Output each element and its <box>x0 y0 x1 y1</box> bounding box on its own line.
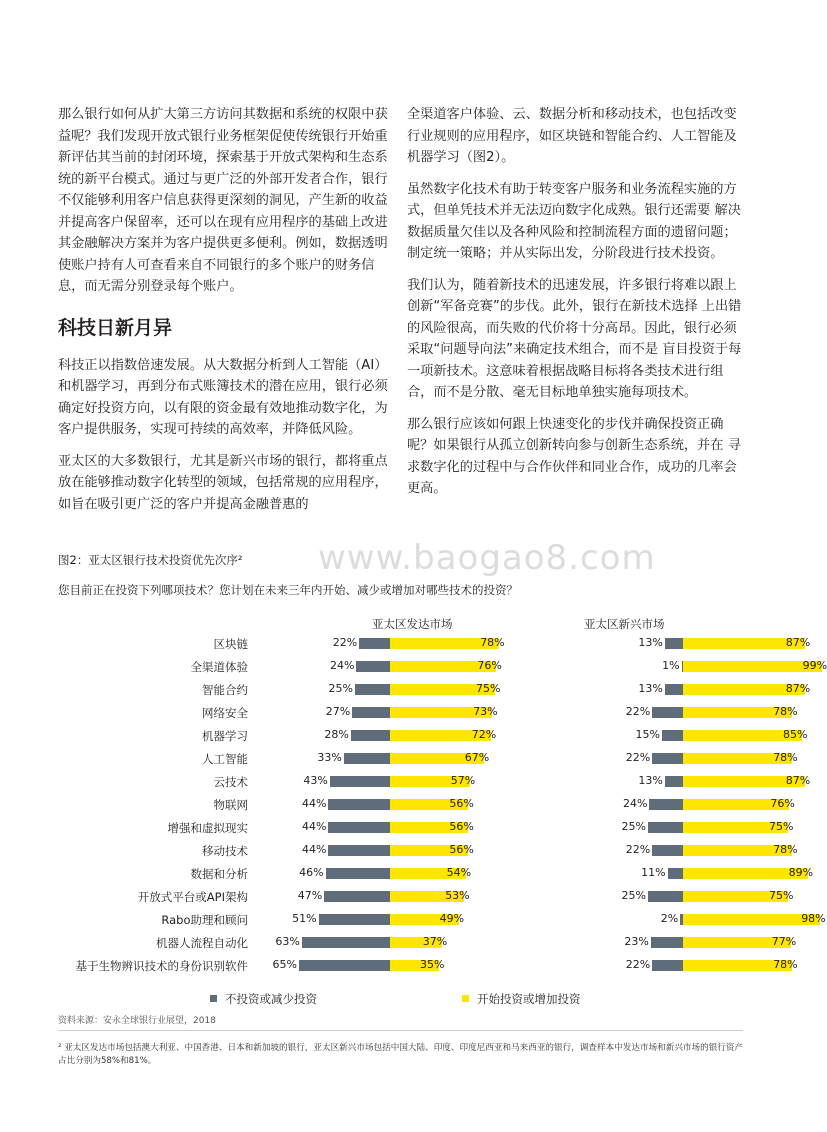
apac-paragraph: 亚太区的大多数银行，尤其是新兴市场的银行，都将重点放在能够推动数字化转型的领域，包括常规的应用程序，如旨在吸引更广泛的客户并提高金融普惠的 <box>58 453 388 512</box>
value-label-decrease: 25% <box>621 889 646 902</box>
group-label-developed: 亚太区发达市场 <box>372 617 453 631</box>
value-label-increase: 35% <box>420 958 445 971</box>
bar-decrease <box>326 868 390 879</box>
channels-paragraph: 全渠道客户体验、云、数据分析和移动技术，也包括改变行业规则的应用程序，如区块链和智能合约、人工智能及机器学习（图2）。 <box>407 107 737 165</box>
value-label-decrease: 22% <box>625 843 651 856</box>
right-text-column <box>407 104 743 510</box>
value-label-increase: 76% <box>477 659 502 672</box>
value-label-decrease: 63% <box>275 935 300 948</box>
watermark: www.baogao8.com <box>318 538 656 578</box>
category-label: 机器人流程自动化 <box>156 936 248 950</box>
bar-decrease <box>356 661 390 672</box>
bar-decrease <box>299 960 390 971</box>
category-label: 基于生物辨识技术的身份识别软件 <box>75 959 248 973</box>
group-label-emerging: 亚太区新兴市场 <box>584 617 665 631</box>
value-label-increase: 87% <box>785 636 811 649</box>
value-label-decrease: 25% <box>621 820 646 833</box>
bar-decrease <box>351 730 390 741</box>
value-label-increase: 75% <box>476 682 501 695</box>
category-label: 人工智能 <box>202 752 248 766</box>
value-label-increase: 73% <box>473 705 498 718</box>
bar-decrease <box>328 845 390 856</box>
arms-race-paragraph: 我们认为，随着新技术的迅速发展，许多银行将难以跟上创新“军备竞赛”的步伐。此外，银行在新技术选择 上出错的风险很高，而失败的代价将十分高昂。因此，银行必须采取“问题导向法”来确定技术组合，而不是 盲目投资于每一项新技术。这意味着根据战略目标将各类技术进行组合，而不是分散、毫无目标地单独实施每项技术。 <box>407 277 742 400</box>
category-label: 云技术 <box>213 775 248 789</box>
value-label-increase: 87% <box>785 774 811 787</box>
legend-increase-label: 开始投资或增加投资 <box>477 992 581 1006</box>
value-label-decrease: 28% <box>324 728 349 741</box>
bar-decrease <box>324 891 390 902</box>
bar-decrease <box>328 822 390 833</box>
value-label-decrease: 2% <box>660 912 679 925</box>
value-label-increase: 76% <box>770 797 795 810</box>
value-label-decrease: 22% <box>625 958 651 971</box>
value-label-increase: 56% <box>449 797 474 810</box>
value-label-decrease: 65% <box>272 958 297 971</box>
bar-decrease <box>359 638 390 649</box>
bar-decrease <box>344 753 390 764</box>
tech-paragraph: 科技正以指数倍速发展。从大数据分析到人工智能（AI）和机器学习，再到分布式账簿技术的潜在应用，银行必须确定好投资方向，以有限的资金最有效地推动数字化，为客户提供服务，实现可持续的高效率，并降低风险。 <box>58 357 388 437</box>
value-label-decrease: 44% <box>301 820 327 833</box>
category-label: Rabo助理和顾问 <box>161 913 248 927</box>
bar-decrease <box>652 960 683 971</box>
value-label-increase: 54% <box>446 866 472 879</box>
value-label-increase: 85% <box>783 728 808 741</box>
bar-decrease <box>665 638 683 649</box>
value-label-increase: 87% <box>785 682 811 695</box>
value-label-increase: 78% <box>773 958 798 971</box>
bar-decrease <box>355 684 390 695</box>
value-label-increase: 78% <box>773 751 798 764</box>
value-label-decrease: 13% <box>638 774 663 787</box>
value-label-decrease: 1% <box>662 659 680 672</box>
legend-decrease-label: 不投资或减少投资 <box>225 992 317 1006</box>
bar-decrease <box>652 707 683 718</box>
value-label-decrease: 24% <box>622 797 648 810</box>
ecosystem-paragraph: 那么银行应该如何跟上快速变化的步伐并确保投资正确呢？如果银行从孤立创新转向参与创新生态系统，并在 寻求数字化的过程中与合作伙伴和同业合作，成功的几率会更高。 <box>407 416 741 496</box>
value-label-decrease: 46% <box>299 866 324 879</box>
bar-decrease <box>648 891 683 902</box>
bar-decrease <box>662 730 683 741</box>
value-label-increase: 49% <box>439 912 465 925</box>
value-label-increase: 89% <box>788 866 814 879</box>
bar-decrease <box>302 937 390 948</box>
bar-decrease <box>328 799 390 810</box>
value-label-decrease: 47% <box>297 889 323 902</box>
legend-decrease <box>210 991 317 1007</box>
bar-decrease <box>319 914 390 925</box>
value-label-increase: 72% <box>471 728 497 741</box>
category-label: 物联网 <box>213 798 248 812</box>
value-label-increase: 77% <box>771 935 797 948</box>
bar-decrease <box>652 845 683 856</box>
bar-decrease <box>649 799 683 810</box>
value-label-increase: 53% <box>445 889 470 902</box>
bar-decrease <box>352 707 390 718</box>
category-label: 数据和分析 <box>190 867 248 881</box>
category-label: 增强和虚拟现实 <box>167 821 248 835</box>
footnote-divider <box>58 1030 743 1031</box>
value-label-decrease: 44% <box>301 797 327 810</box>
intro-paragraph: 那么银行如何从扩大第三方访问其数据和系统的权限中获益呢？我们发现开放式银行业务框架促使传统银行开始重新评估其当前的封闭环境，探索基于开放式架构和生态系统的新平台模式。通过与更广泛的外部开发者合作，银行不仅能够利用客户信息获得更深刻的洞见，产生新的收益并提高客户保留率，还可以在现有应用程序的基础上改进其金融解决方案并为客户提供更多便利。例如，数据透明使账户持有人可查看来自不同银行的多个账户的财务信息，而无需分别登录每个账户。 <box>58 107 388 294</box>
category-label: 网络安全 <box>202 706 248 720</box>
value-label-decrease: 24% <box>329 659 355 672</box>
value-label-increase: 75% <box>769 820 794 833</box>
category-label: 全渠道体验 <box>190 660 248 674</box>
bar-decrease <box>665 776 683 787</box>
category-label: 移动技术 <box>202 844 248 858</box>
category-label: 智能合约 <box>202 683 248 697</box>
value-label-decrease: 25% <box>328 682 353 695</box>
figure-question: 您目前正在投资下列哪项技术？您计划在未来三年内开始、减少或增加对哪些技术的投资？ <box>58 583 518 597</box>
value-label-increase: 37% <box>422 935 448 948</box>
legend-increase <box>462 991 581 1007</box>
left-text-column <box>58 104 388 525</box>
value-label-decrease: 13% <box>638 636 663 649</box>
value-label-decrease: 43% <box>303 774 328 787</box>
value-label-increase: 56% <box>449 843 474 856</box>
value-label-increase: 78% <box>773 843 798 856</box>
value-label-increase: 75% <box>769 889 794 902</box>
category-label: 区块链 <box>213 637 248 651</box>
bar-decrease <box>648 822 683 833</box>
value-label-decrease: 22% <box>625 705 651 718</box>
value-label-decrease: 27% <box>325 705 351 718</box>
bar-decrease <box>668 868 683 879</box>
legend-yellow-swatch <box>462 995 469 1002</box>
legend-grey-swatch <box>210 995 217 1002</box>
value-label-decrease: 22% <box>332 636 358 649</box>
value-label-increase: 78% <box>773 705 798 718</box>
value-label-decrease: 51% <box>292 912 317 925</box>
value-label-increase: 57% <box>450 774 476 787</box>
value-label-increase: 56% <box>449 820 474 833</box>
value-label-increase: 99% <box>802 659 827 672</box>
category-label: 机器学习 <box>202 729 248 743</box>
section-heading: 科技日新月异 <box>58 316 173 339</box>
value-label-increase: 98% <box>801 912 826 925</box>
bar-decrease <box>665 684 683 695</box>
bar-decrease <box>330 776 390 787</box>
bar-increase <box>683 661 822 672</box>
footnote: ² 亚太区发达市场包括澳大利亚、中国香港、日本和新加坡的银行，亚太区新兴市场包括中国大陆、印度、印度尼西亚和马来西亚的银行，调查样本中发达市场和新兴市场的银行资产占比分别为58%和81%。 <box>58 1043 744 1066</box>
maturity-paragraph: 虽然数字化技术有助于转变客户服务和业务流程实施的方式，但单凭技术并无法迈向数字化成熟。银行还需要 解决数据质量欠佳以及各种风险和控制流程方面的遗留问题；制定统一策略；并从实际出发，分阶段进行技术投资。 <box>407 181 741 261</box>
category-label: 开放式平台或API架构 <box>137 890 248 904</box>
bar-decrease <box>652 753 683 764</box>
bar-decrease <box>651 937 683 948</box>
value-label-decrease: 33% <box>317 751 342 764</box>
value-label-increase: 78% <box>480 636 505 649</box>
value-label-decrease: 15% <box>635 728 660 741</box>
figure-caption: 图2：亚太区银行技术投资优先次序² <box>58 553 243 567</box>
value-label-decrease: 11% <box>641 866 666 879</box>
value-label-increase: 67% <box>464 751 490 764</box>
bar-increase <box>683 914 820 925</box>
source-note: 资料来源：安永全球银行业展望，2018 <box>58 1016 216 1026</box>
value-label-decrease: 13% <box>638 682 663 695</box>
value-label-decrease: 44% <box>301 843 327 856</box>
value-label-decrease: 22% <box>625 751 651 764</box>
value-label-decrease: 23% <box>624 935 649 948</box>
